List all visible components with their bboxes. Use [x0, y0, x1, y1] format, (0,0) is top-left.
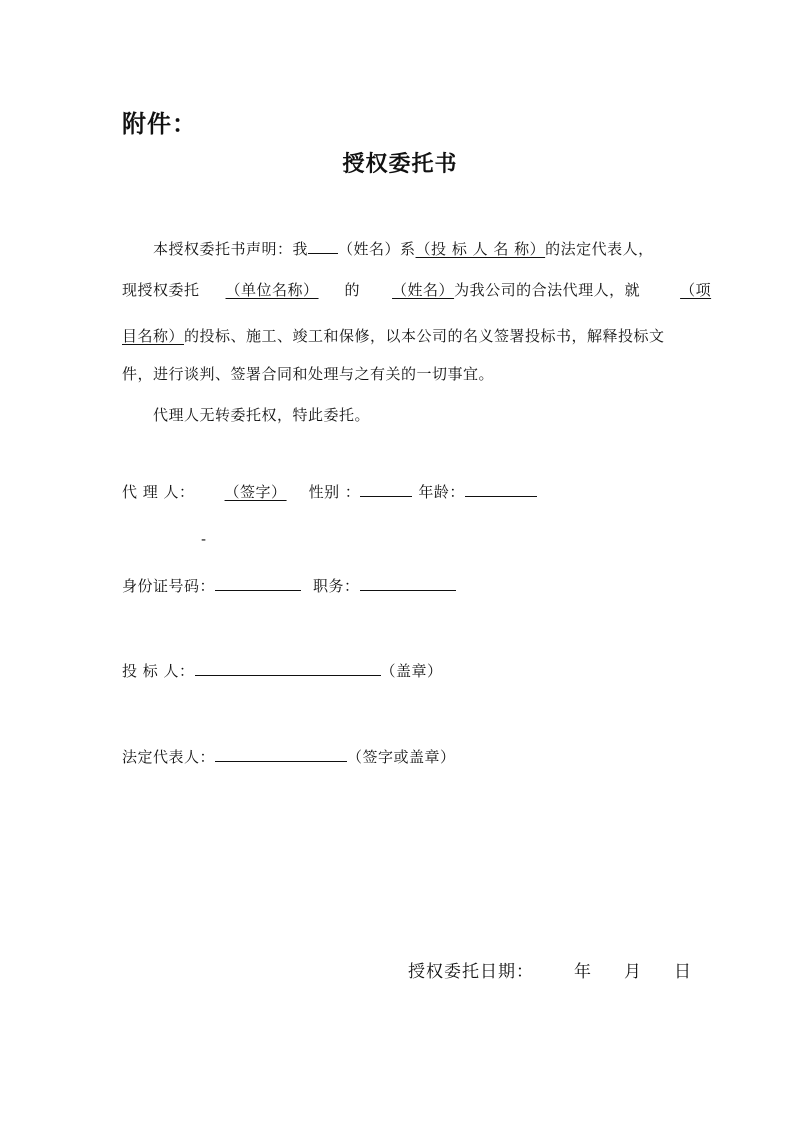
date-row: [408, 957, 692, 982]
agent-row: [122, 480, 537, 502]
position-label: 职务：: [313, 577, 360, 595]
name-placeholder: （姓名）: [338, 240, 401, 258]
project-placeholder-part1: （项: [680, 281, 712, 299]
sign-stamp-note: （签字或盖章）: [347, 748, 456, 766]
name2-placeholder: （姓名）: [392, 281, 455, 299]
age-label: 年龄：: [418, 483, 465, 501]
legal-rep-label: 法定代表人：: [122, 748, 216, 766]
id-label: 身份证号码：: [122, 577, 216, 595]
text: 的投标、施工、竣工和保修，以本公司的名义签署投标书，解释投标文: [184, 327, 665, 345]
attachment-heading: 附件：: [122, 110, 197, 138]
legal-rep-row: [122, 745, 456, 767]
bidder-label: 投 标 人：: [122, 662, 195, 680]
gender-label: 性别 ：: [308, 483, 361, 501]
para1-line2: [122, 280, 711, 300]
text: 本授权委托书声明：我: [153, 240, 309, 258]
agent-signature-field[interactable]: （签字）: [224, 483, 287, 501]
stamp-note: （盖章）: [380, 662, 443, 680]
stray-dash: -: [201, 532, 207, 548]
document-title: 授权委托书: [342, 152, 458, 177]
project-placeholder-part2: 目名称）: [122, 327, 185, 345]
name-blank: [308, 237, 338, 254]
para1-line4: 件，进行谈判、签署合同和处理与之有关的一切事宜。: [122, 365, 495, 383]
bidder-field[interactable]: [195, 659, 381, 676]
id-row: [122, 574, 456, 596]
gender-field[interactable]: [360, 480, 412, 497]
agent-label: 代 理 人：: [122, 483, 195, 501]
date-label: 授权委托日期：: [408, 962, 534, 982]
text: 系: [400, 240, 416, 258]
age-field[interactable]: [465, 480, 537, 497]
day-label: 日: [674, 962, 692, 982]
text: 的法定代表人，: [545, 240, 654, 258]
unit-name-placeholder: （单位名称）: [225, 281, 319, 299]
bidder-name-placeholder: （投 标 人 名 称）: [415, 240, 546, 258]
text: 现授权委托: [122, 281, 200, 299]
legal-rep-field[interactable]: [215, 745, 347, 762]
text: 的: [344, 281, 361, 299]
para2: 代理人无转委托权，特此委托。: [153, 406, 371, 424]
position-field[interactable]: [360, 574, 456, 591]
text: 为我公司的合法代理人，就: [454, 281, 641, 299]
year-label: 年: [574, 962, 592, 982]
para1-line1: [153, 237, 654, 259]
id-number-field[interactable]: [215, 574, 301, 591]
para1-line3: [122, 326, 665, 346]
month-label: 月: [624, 962, 642, 982]
bidder-row: [122, 659, 443, 681]
